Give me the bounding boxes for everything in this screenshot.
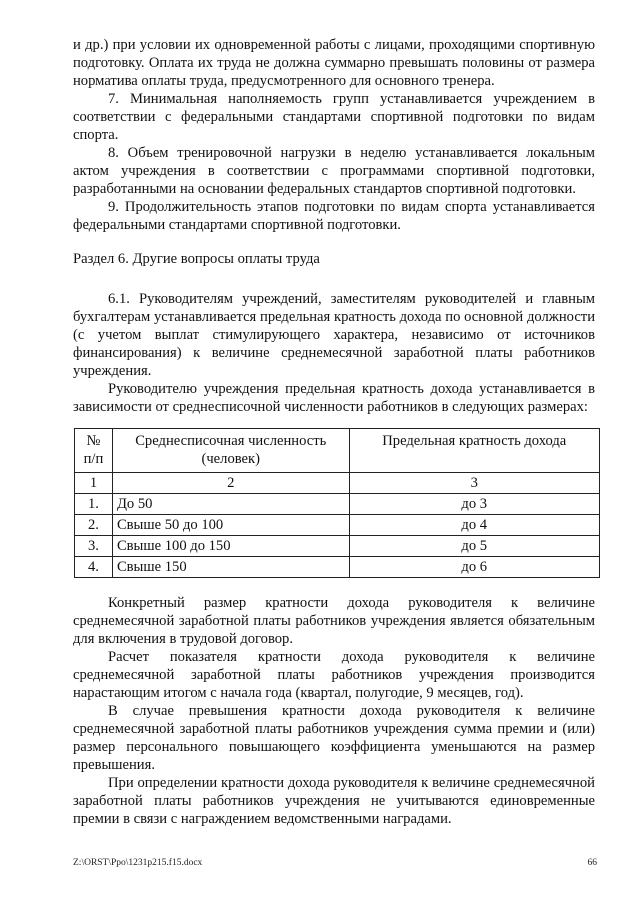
header-number: № п/п (75, 429, 113, 473)
table-cell: 2. (75, 515, 113, 536)
paragraph-continuation: и др.) при условии их одновременной работы с лицами, проходящими спортивную подготовку. Оплата их труда не должна суммарно превышать половины от размера норматива оплаты труда, предусмотренного для основного тренера. (73, 37, 595, 89)
file-path: Z:\ORST\Ppo\1231p215.f15.docx (73, 858, 203, 868)
table-row (75, 557, 600, 578)
paragraph-exclusions: При определении кратности дохода руководителя к величине среднемесячной заработной платы работников учреждения не учитываются единовременные премии в связи с награждением ведомственными наградами. (73, 775, 595, 827)
table-cell: До 50 (112, 494, 349, 515)
table-row (75, 494, 600, 515)
table-cell: 4. (75, 557, 113, 578)
table-cell: до 6 (349, 557, 599, 578)
closing-paragraphs (73, 594, 595, 828)
table-header-row (75, 429, 600, 473)
paragraph-6-1: 6.1. Руководителям учреждений, заместителям руководителей и главным бухгалтерам устанавливается предельная кратность дохода по основной должности (с учетом выплат стимулирующего характера, независимо от источников финансирования) к величине среднемесячной заработной платы работников учреждения. (73, 291, 595, 379)
table-cell: 3. (75, 536, 113, 557)
table-cell: 3 (349, 473, 599, 494)
table-cell: 1 (75, 473, 113, 494)
table-row (75, 515, 600, 536)
paragraph-contract: Конкретный размер кратности дохода руководителя к величине среднемесячной заработной платы работников учреждения является обязательным для включения в трудовой договор. (73, 595, 595, 647)
income-ratio-table (74, 428, 600, 578)
table-cell: до 5 (349, 536, 599, 557)
document-page (73, 36, 595, 828)
page-number: 66 (587, 858, 597, 868)
paragraph-item-8: 8. Объем тренировочной нагрузки в неделю устанавливается локальным актом учреждения в соответствии с программами спортивной подготовки, разработанными на основании федеральных стандартов спортивной подготовки. (73, 145, 595, 197)
table-row (75, 536, 600, 557)
paragraph-item-9: 9. Продолжительность этапов подготовки по видам спорта устанавливается федеральными стандартами спортивной подготовки. (73, 199, 595, 233)
header-headcount: Среднесписочная численность (человек) (112, 429, 349, 473)
table-cell: 2 (112, 473, 349, 494)
header-ratio: Предельная кратность дохода (349, 429, 599, 473)
table-cell: до 4 (349, 515, 599, 536)
section-title: Раздел 6. Другие вопросы оплаты труда (73, 251, 320, 267)
table-cell: Свыше 150 (112, 557, 349, 578)
table-cell: 1. (75, 494, 113, 515)
table-cell: Свыше 100 до 150 (112, 536, 349, 557)
paragraph-excess: В случае превышения кратности дохода руководителя к величине среднемесячной заработной платы работников учреждения сумма премии и (или) размер персонального повышающего коэффициента уменьшаются на размер превышения. (73, 703, 595, 773)
paragraph-head-ratio: Руководителю учреждения предельная кратность дохода устанавливается в зависимости от среднесписочной численности работников в следующих размерах: (73, 381, 595, 415)
paragraph-calculation: Расчет показателя кратности дохода руководителя к величине среднемесячной заработной платы работников учреждения производится нарастающим итогом с начала года (квартал, полугодие, 9 месяцев, год). (73, 649, 595, 701)
table-cell: до 3 (349, 494, 599, 515)
table-cell: Свыше 50 до 100 (112, 515, 349, 536)
paragraph-item-7: 7. Минимальная наполняемость групп устанавливается учреждением в соответствии с федеральными стандартами спортивной подготовки по видам спорта. (73, 91, 595, 143)
table-index-row (75, 473, 600, 494)
